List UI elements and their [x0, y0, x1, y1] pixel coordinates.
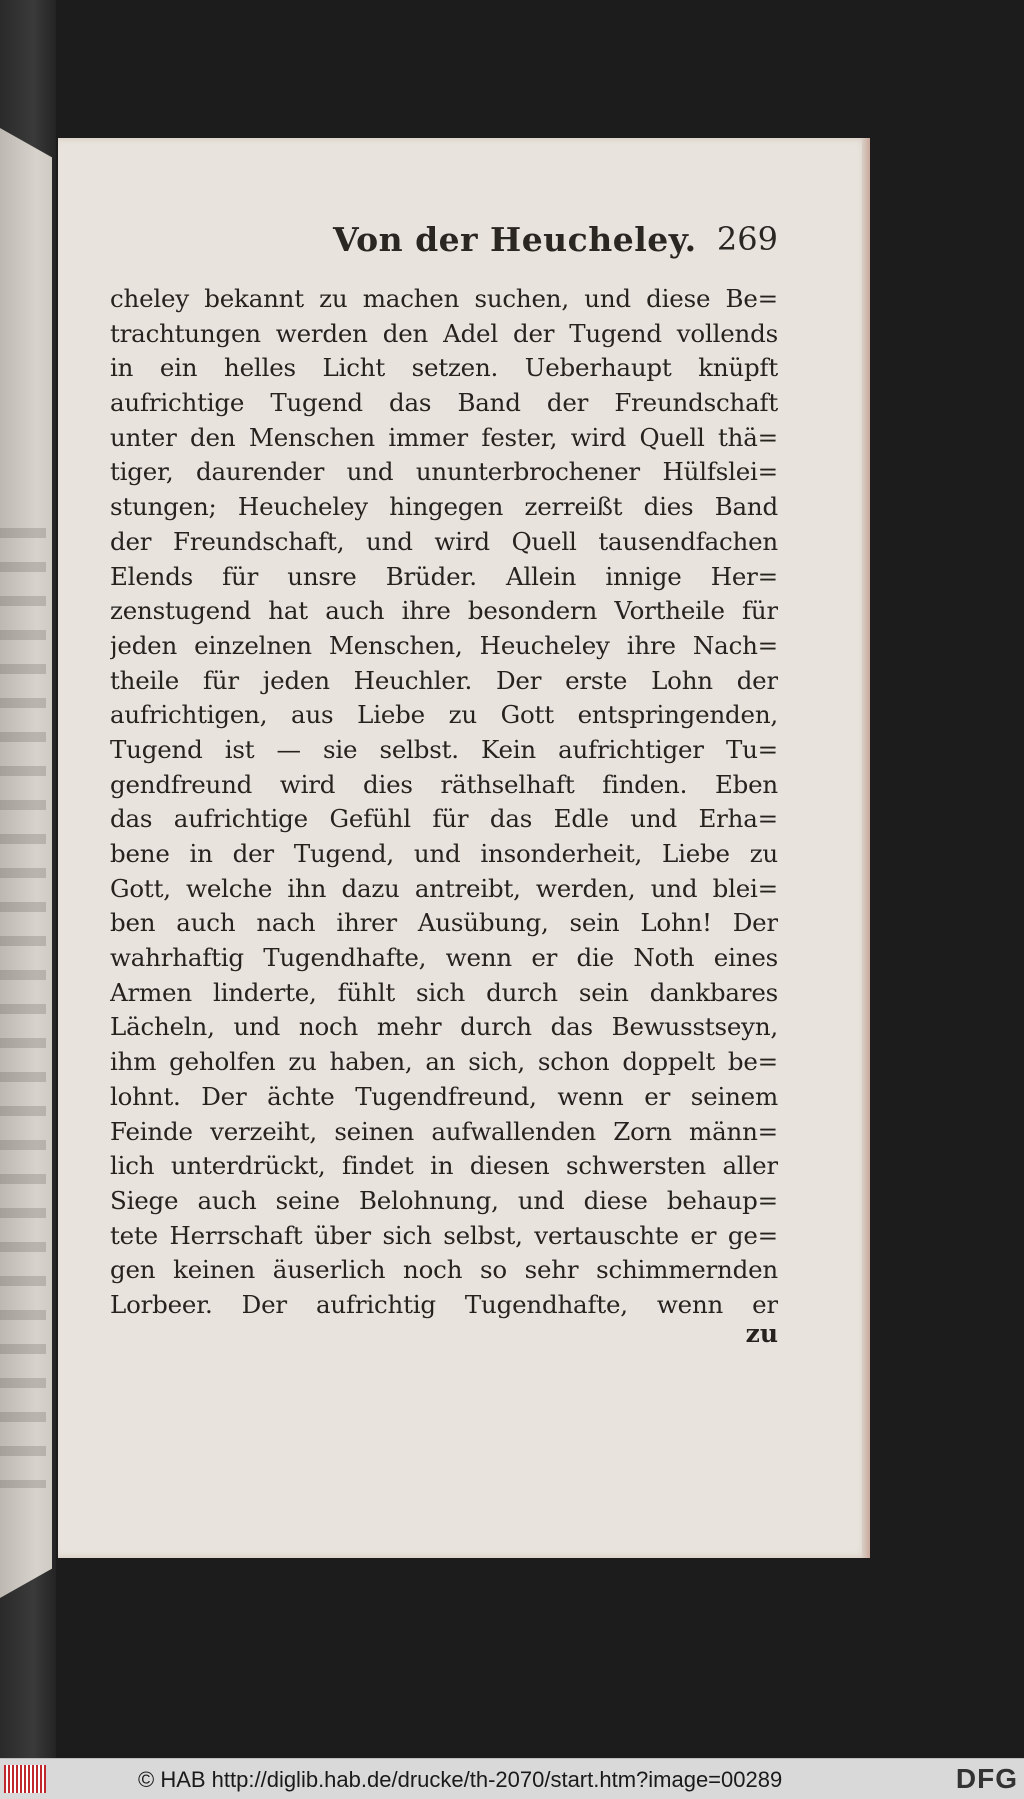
- page-number: 269: [716, 220, 778, 258]
- footer-copyright-link[interactable]: © HAB http://diglib.hab.de/drucke/th-2070/start.htm?image=00289: [138, 1767, 783, 1792]
- text-line: ben auch nach ihrer Ausübung, sein Lohn! Der: [110, 908, 778, 938]
- previous-page-edge: [0, 128, 52, 1598]
- text-line: zenstugend hat auch ihre besondern Vortheile für: [110, 596, 778, 626]
- text-line: theile für jeden Heuchler. Der erste Lohn der: [110, 665, 778, 695]
- text-line: aufrichtige Tugend das Band der Freundschaft: [110, 388, 778, 418]
- text-line: Lorbeer. Der aufrichtig Tugendhafte, wenn er: [110, 1289, 778, 1319]
- catchword: zu: [745, 1319, 778, 1348]
- text-line: tete Herrschaft über sich selbst, vertauschte er ge=: [110, 1220, 778, 1250]
- text-line: stungen; Heucheley hingegen zerreißt dies Band: [110, 492, 778, 522]
- text-line: jeden einzelnen Menschen, Heucheley ihre Nach=: [110, 630, 778, 660]
- running-head: [113, 220, 778, 268]
- text-line: das aufrichtige Gefühl für das Edle und Erha=: [110, 804, 778, 834]
- text-line: Tugend ist — sie selbst. Kein aufrichtiger Tu=: [110, 734, 778, 764]
- previous-page-text-bleed: [0, 528, 46, 1488]
- text-line: aufrichtigen, aus Liebe zu Gott entspringenden,: [110, 700, 778, 730]
- dfg-logo: DFG: [955, 1763, 1018, 1794]
- footer-bar: [0, 1758, 1024, 1799]
- header-title: Von der Heucheley.: [333, 220, 697, 259]
- text-line: Gott, welche ihn dazu antreibt, werden, und blei=: [110, 873, 778, 903]
- text-line: gendfreund wird dies räthselhaft finden. Eben: [110, 769, 778, 799]
- text-line: der Freundschaft, und wird Quell tausendfachen: [110, 526, 778, 556]
- text-line: cheley bekannt zu machen suchen, und diese Be=: [110, 284, 778, 313]
- text-line: lich unterdrückt, findet in diesen schwersten aller: [110, 1151, 778, 1181]
- text-line: tiger, daurender und ununterbrochener Hülfslei=: [110, 457, 778, 487]
- text-line: lohnt. Der ächte Tugendfreund, wenn er seinem: [110, 1081, 778, 1111]
- text-line: bene in der Tugend, und insonderheit, Liebe zu: [110, 839, 778, 868]
- body-text: [110, 282, 778, 1323]
- text-line: Siege auch seine Belohnung, und diese behaup=: [110, 1185, 778, 1215]
- text-line: Elends für unsre Brüder. Allein innige Her=: [110, 561, 778, 591]
- text-line: Armen linderte, fühlt sich durch sein dankbares: [110, 977, 778, 1007]
- page-edge: [862, 138, 870, 1558]
- text-line: ihm geholfen zu haben, an sich, schon doppelt be=: [110, 1047, 778, 1077]
- text-line: Feinde verzeiht, seinen aufwallenden Zorn männ=: [110, 1116, 778, 1146]
- text-line: wahrhaftig Tugendhafte, wenn er die Noth eines: [110, 943, 778, 973]
- text-line: unter den Menschen immer fester, wird Quell thä=: [110, 422, 778, 452]
- text-line: in ein helles Licht setzen. Ueberhaupt knüpft: [110, 353, 778, 383]
- barcode-icon: [4, 1765, 46, 1793]
- book-page: [58, 138, 870, 1558]
- text-line: gen keinen äuserlich noch so sehr schimmernden: [110, 1255, 778, 1285]
- text-line: trachtungen werden den Adel der Tugend vollends: [110, 318, 778, 348]
- text-line: Lächeln, und noch mehr durch das Bewusstseyn,: [110, 1012, 778, 1042]
